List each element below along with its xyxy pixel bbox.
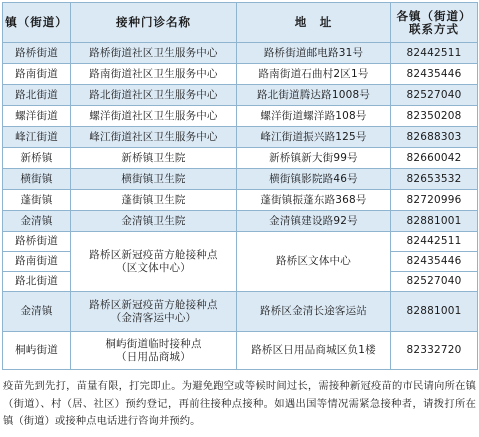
cell-phone: 82350208	[391, 106, 478, 127]
cell-phone: 82527040	[391, 272, 478, 292]
cell-address: 路桥区金清长途客运站	[237, 292, 391, 332]
cell-clinic	[71, 332, 237, 370]
cell-address: 路北街道腾达路1008号	[237, 85, 391, 106]
cell-town: 横街镇	[3, 169, 71, 190]
cell-clinic: 路桥街道社区卫生服务中心	[71, 43, 237, 64]
cell-phone: 82660042	[391, 148, 478, 169]
cell-town: 新桥镇	[3, 148, 71, 169]
cell-address: 路桥街道邮电路31号	[237, 43, 391, 64]
cell-address: 新桥镇新大街99号	[237, 148, 391, 169]
cell-phone: 82688303	[391, 127, 478, 148]
cell-address: 金清镇建设路92号	[237, 211, 391, 232]
cell-address: 蓬街镇振蓬东路368号	[237, 190, 391, 211]
cell-phone: 82442511	[391, 232, 478, 252]
cell-town: 金清镇	[3, 292, 71, 332]
table-row	[3, 127, 478, 148]
cell-phone: 82881001	[391, 211, 478, 232]
header-clinic: 接种门诊名称	[71, 3, 237, 43]
cell-clinic	[71, 292, 237, 332]
cell-address: 螺洋街道螺洋路108号	[237, 106, 391, 127]
table-row	[3, 148, 478, 169]
vaccination-sites-table	[2, 2, 478, 370]
cell-address: 横街镇影院路46号	[237, 169, 391, 190]
cell-address: 路桥区日用品商城区负1楼	[237, 332, 391, 370]
header-town: 镇（街道）	[3, 3, 71, 43]
cell-town: 路桥街道	[3, 232, 71, 252]
notice-text: 疫苗先到先打，苗量有限，打完即止。为避免跑空或等候时间过长，需接种新冠疫苗的市民请向所在镇（街道）、村（居、社区）预约登记，再前往接种点接种。如遇出国等情况需紧急接种者，请拨打所在镇（街道）或接种点电话进行咨询并预约。	[3, 380, 476, 427]
cell-phone: 82332720	[391, 332, 478, 370]
table-row	[3, 190, 478, 211]
cell-phone: 82435446	[391, 64, 478, 85]
cell-town: 路北街道	[3, 272, 71, 292]
cell-clinic: 路北街道社区卫生服务中心	[71, 85, 237, 106]
clinic-line: 路桥区新冠疫苗方舱接种点	[89, 298, 218, 311]
cell-town: 路南街道	[3, 252, 71, 272]
table-row	[3, 106, 478, 127]
table-row	[3, 64, 478, 85]
cell-phone: 82720996	[391, 190, 478, 211]
table-row	[3, 85, 478, 106]
cell-phone: 82881001	[391, 292, 478, 332]
cell-town: 路桥街道	[3, 43, 71, 64]
cell-clinic: 峰江街道社区卫生服务中心	[71, 127, 237, 148]
cell-phone: 82653532	[391, 169, 478, 190]
table-row	[3, 169, 478, 190]
cell-town: 蓬街镇	[3, 190, 71, 211]
cell-town: 路南街道	[3, 64, 71, 85]
cell-clinic: 横街镇卫生院	[71, 169, 237, 190]
clinic-line: （金清客运中心）	[110, 311, 197, 324]
table-row	[3, 43, 478, 64]
clinic-line: 桐屿街道临时接种点	[105, 337, 202, 350]
table-row	[3, 332, 478, 370]
cell-phone: 82435446	[391, 252, 478, 272]
cell-town: 峰江街道	[3, 127, 71, 148]
clinic-line: （日用品商城）	[116, 350, 191, 363]
clinic-line: 路桥区新冠疫苗方舱接种点	[89, 248, 218, 261]
clinic-line: （区文体中心）	[116, 261, 191, 274]
header-phone: 各镇（街道）联系方式	[391, 3, 478, 43]
table-row	[3, 232, 478, 252]
cell-clinic-merged	[71, 232, 237, 292]
cell-clinic: 金清镇卫生院	[71, 211, 237, 232]
cell-address: 峰江街道振兴路125号	[237, 127, 391, 148]
cell-address-merged: 路桥区文体中心	[237, 232, 391, 292]
cell-clinic: 螺洋街道社区卫生服务中心	[71, 106, 237, 127]
table-header-row	[3, 3, 478, 43]
cell-phone: 82527040	[391, 85, 478, 106]
cell-clinic: 路南街道社区卫生服务中心	[71, 64, 237, 85]
header-address: 地 址	[237, 3, 391, 43]
cell-town: 路北街道	[3, 85, 71, 106]
cell-clinic: 蓬街镇卫生院	[71, 190, 237, 211]
cell-town: 桐屿街道	[3, 332, 71, 370]
table-row	[3, 211, 478, 232]
table-row	[3, 292, 478, 332]
cell-clinic: 新桥镇卫生院	[71, 148, 237, 169]
cell-town: 螺洋街道	[3, 106, 71, 127]
cell-phone: 82442511	[391, 43, 478, 64]
cell-town: 金清镇	[3, 211, 71, 232]
cell-address: 路南街道石曲村2区1号	[237, 64, 391, 85]
